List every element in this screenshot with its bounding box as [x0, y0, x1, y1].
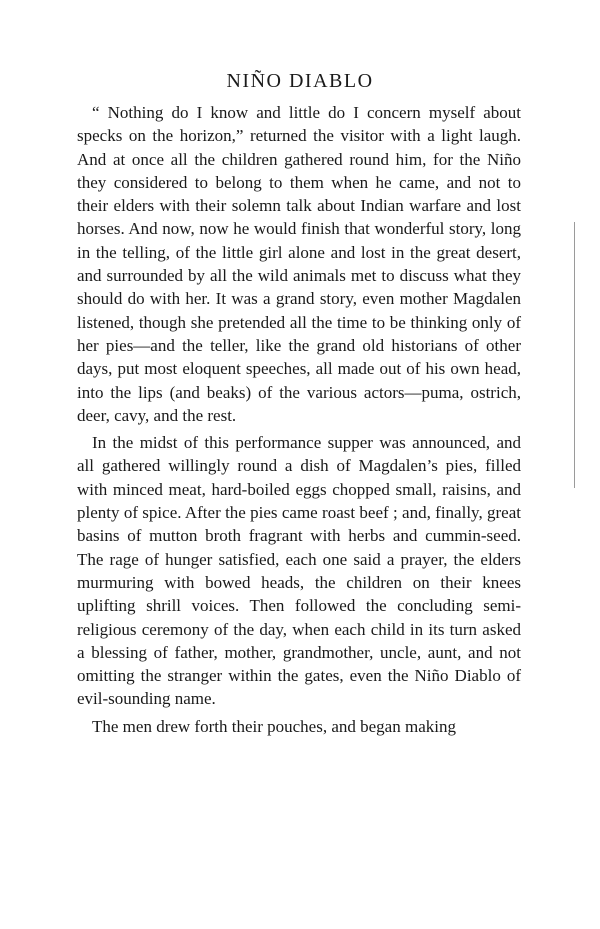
body-text — [77, 101, 521, 738]
margin-rule — [574, 222, 575, 488]
paragraph: In the midst of this performance supper was announced, and all gathered willingly round a dish of Magdalen’s pies, filled with minced meat, hard-boiled eggs chopped small, raisins, and plenty of spice. After the pies came roast beef ; and, finally, great basins of mutton broth fragrant with herbs and cummin-seed. The rage of hunger satisfied, each one said a prayer, the elders murmuring with bowed heads, the children on their knees uplifting shrill voices. Then followed the concluding semi-religious ceremony of the day, when each child in its turn asked a blessing of father, mother, grandmother, uncle, aunt, and not omitting the stranger within the gates, even the Niño Diablo of evil-sounding name. — [77, 433, 521, 709]
paragraph: “ Nothing do I know and little do I concern myself about specks on the horizon,” returned the visitor with a light laugh. And at once all the children gathered round him, for the Niño they considered to belong to them when he came, and not to their elders with their solemn talk about Indian warfare and lost horses. And now, now he would finish that wonderful story, long in the telling, of the little girl alone and lost in the great desert, and surrounded by all the wild animals met to discuss what they should do with her. It was a grand story, even mother Magdalen listened, though she pretended all the time to be thinking only of her pies—and the teller, like the grand old historians of other days, put most eloquent speeches, all made out of his own head, into the lips (and beaks) of the various actors—puma, ostrich, deer, cavy, and the rest. — [77, 103, 521, 425]
page-title: NIÑO DIABLO — [226, 70, 374, 92]
paragraph: The men drew forth their pouches, and began making — [92, 716, 456, 736]
